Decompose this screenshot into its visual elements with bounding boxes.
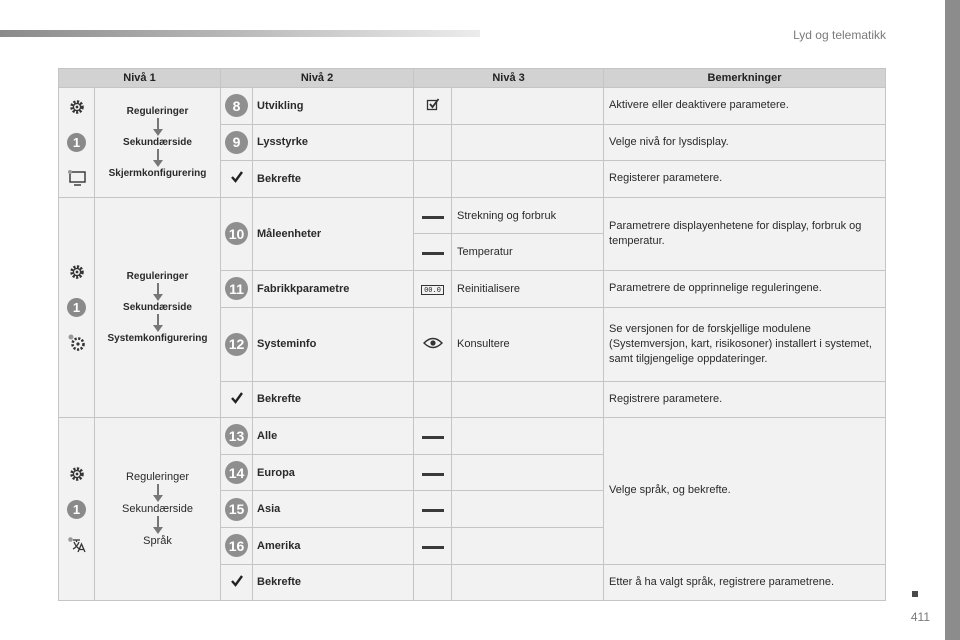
step-badge: 14 (225, 461, 248, 484)
menu-path (95, 88, 221, 198)
table-header-row (59, 69, 886, 88)
path-step: Systemkonfigurering (107, 332, 208, 344)
remark: Aktivere eller deaktivere parametere. (604, 88, 886, 125)
arrow-down-icon (150, 483, 166, 503)
arrow-down-icon (150, 313, 166, 333)
table-row (59, 88, 886, 125)
settings-table (58, 68, 886, 601)
step-badge: 15 (225, 498, 248, 521)
sub-option (452, 88, 604, 125)
step-badge: 8 (225, 94, 248, 117)
remark: Velge nivå for lysdisplay. (604, 124, 886, 161)
dropdown-bar-icon[interactable] (422, 546, 444, 549)
setting-name: Måleenheter (253, 197, 414, 270)
col-level2: Nivå 2 (221, 69, 414, 88)
settings-gear-icon (67, 97, 87, 117)
section-title: Lyd og telematikk (793, 28, 886, 42)
badge-cell (221, 454, 253, 491)
page-number: 411 (910, 610, 930, 624)
setting-name: Systeminfo (253, 307, 414, 381)
control-cell[interactable] (414, 197, 452, 234)
dropdown-bar-icon[interactable] (422, 473, 444, 476)
sub-option: Konsultere (452, 307, 604, 381)
confirm-cell[interactable] (221, 161, 253, 198)
step-number-badge: 1 (67, 298, 86, 317)
remark: Velge språk, og bekrefte. (604, 418, 886, 564)
sub-option: Temperatur (452, 234, 604, 271)
confirm-cell[interactable] (221, 381, 253, 418)
control-cell (414, 564, 452, 601)
setting-name: Europa (253, 454, 414, 491)
badge-cell (221, 88, 253, 125)
dropdown-bar-icon[interactable] (422, 436, 444, 439)
setting-name: Alle (253, 418, 414, 455)
path-step: Sekundærside (123, 301, 192, 313)
control-cell[interactable] (414, 88, 452, 125)
badge-cell (221, 124, 253, 161)
badge-cell (221, 270, 253, 307)
arrow-down-icon (150, 515, 166, 535)
menu-path (95, 197, 221, 417)
sub-option (452, 564, 604, 601)
path-step: Reguleringer (126, 471, 189, 484)
arrow-down-icon (150, 117, 166, 137)
settings-gear-icon (67, 262, 87, 282)
language-icon (67, 535, 87, 555)
sub-option (452, 161, 604, 198)
remark: Etter å ha valgt språk, registrere parametrene. (604, 564, 886, 601)
remark: Registrere parametere. (604, 381, 886, 418)
dropdown-bar-icon[interactable] (422, 252, 444, 255)
path-step: Sekundærside (122, 503, 193, 516)
control-cell[interactable] (414, 527, 452, 564)
sub-option: Reinitialisere (452, 270, 604, 307)
remark: Registerer parametere. (604, 161, 886, 198)
sub-option (452, 491, 604, 528)
setting-name: Fabrikkparametre (253, 270, 414, 307)
screen-config-icon (67, 168, 87, 188)
control-cell (414, 381, 452, 418)
header-gradient-bar (0, 30, 480, 37)
remark: Parametrere displayenhetene for display, forbruk og temperatur. (604, 197, 886, 270)
setting-name: Amerika (253, 527, 414, 564)
table-row (59, 418, 886, 455)
page-marker (912, 591, 918, 597)
step-badge: 9 (225, 131, 248, 154)
sub-option (452, 381, 604, 418)
reset-icon[interactable]: 00.0 (421, 285, 444, 295)
remark: Parametrere de opprinnelige reguleringene. (604, 270, 886, 307)
path-step: Skjermkonfigurering (108, 167, 207, 179)
control-cell[interactable] (414, 234, 452, 271)
control-cell[interactable] (414, 270, 452, 307)
remark: Se versjonen for de forskjellige modulene (Systemversjon, kart, risikosoner) installert i systemet, samt tilgjengelige oppdateringer. (604, 307, 886, 381)
step-badge: 16 (225, 534, 248, 557)
dropdown-bar-icon[interactable] (422, 216, 444, 219)
arrow-down-icon (150, 282, 166, 302)
setting-name: Utvikling (253, 88, 414, 125)
setting-name: Asia (253, 491, 414, 528)
checkmark-icon[interactable] (230, 574, 244, 588)
badge-cell (221, 197, 253, 270)
sub-option (452, 418, 604, 455)
dropdown-bar-icon[interactable] (422, 509, 444, 512)
side-strip (945, 0, 960, 640)
step-number-badge: 1 (67, 500, 86, 519)
nav-cell (59, 88, 95, 198)
checkmark-icon[interactable] (230, 391, 244, 405)
system-config-icon (67, 333, 87, 353)
step-badge: 11 (225, 277, 248, 300)
sub-option (452, 124, 604, 161)
nav-cell (59, 197, 95, 417)
arrow-down-icon (150, 148, 166, 168)
path-step: Språk (143, 535, 172, 548)
badge-cell (221, 307, 253, 381)
control-cell (414, 124, 452, 161)
control-cell[interactable] (414, 454, 452, 491)
setting-name: Bekrefte (253, 381, 414, 418)
step-badge: 10 (225, 222, 248, 245)
sub-option: Strekning og forbruk (452, 197, 604, 234)
menu-path (95, 418, 221, 601)
settings-gear-icon (67, 464, 87, 484)
nav-cell (59, 418, 95, 601)
badge-cell (221, 418, 253, 455)
step-number-badge: 1 (67, 133, 86, 152)
setting-name: Bekrefte (253, 161, 414, 198)
sub-option (452, 527, 604, 564)
checkbox-icon[interactable] (426, 97, 440, 111)
control-cell[interactable] (414, 307, 452, 381)
badge-cell (221, 527, 253, 564)
control-cell[interactable] (414, 491, 452, 528)
step-badge: 13 (225, 424, 248, 447)
path-step: Reguleringer (126, 105, 189, 117)
badge-cell (221, 491, 253, 528)
sub-option (452, 454, 604, 491)
confirm-cell[interactable] (221, 564, 253, 601)
view-eye-icon[interactable] (423, 337, 443, 349)
path-step: Sekundærside (123, 136, 192, 148)
path-step: Reguleringer (126, 270, 189, 282)
control-cell (414, 161, 452, 198)
col-level3: Nivå 3 (414, 69, 604, 88)
control-cell[interactable] (414, 418, 452, 455)
col-level1: Nivå 1 (59, 69, 221, 88)
setting-name: Lysstyrke (253, 124, 414, 161)
step-badge: 12 (225, 333, 248, 356)
col-remarks: Bemerkninger (604, 69, 886, 88)
table-row (59, 197, 886, 234)
checkmark-icon[interactable] (230, 170, 244, 184)
setting-name: Bekrefte (253, 564, 414, 601)
